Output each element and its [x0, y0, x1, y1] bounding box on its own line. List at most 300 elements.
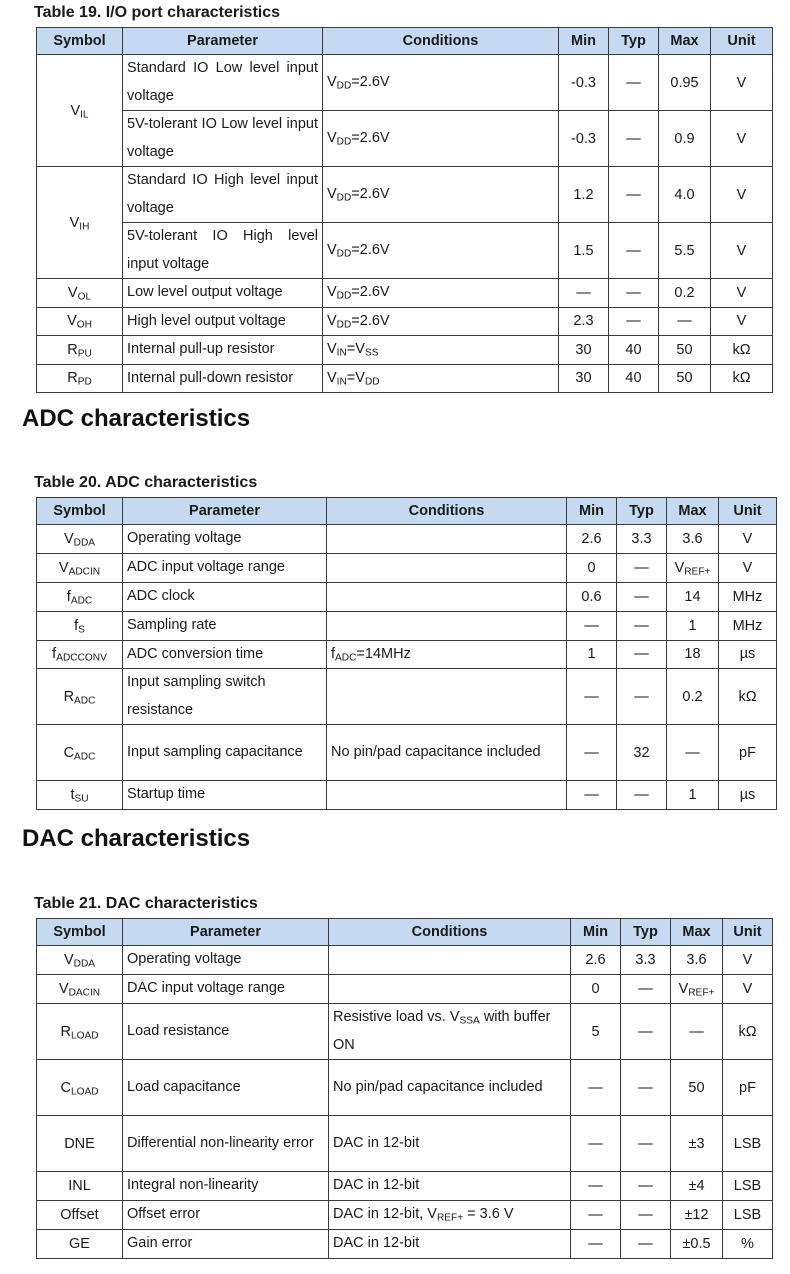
- table-20-caption: Table 20. ADC characteristics: [34, 474, 258, 491]
- max-text: 5.5: [674, 242, 695, 259]
- header-max: Max: [671, 919, 723, 946]
- table-row: [37, 1004, 773, 1060]
- conditions-text: V: [327, 129, 337, 146]
- adc-section-heading: ADC characteristics: [22, 405, 251, 432]
- max-text: 18: [684, 646, 701, 663]
- conditions-cell: [323, 336, 559, 365]
- typ-cell: —: [609, 279, 659, 308]
- symbol-subscript: DDA: [73, 537, 96, 549]
- min-cell: 1: [567, 640, 617, 669]
- parameter-cell: Internal pull-down resistor: [123, 364, 323, 393]
- conditions-subscript: ADC: [335, 652, 357, 664]
- min-cell: —: [571, 1116, 621, 1172]
- typ-cell: 40: [609, 364, 659, 393]
- symbol-text: V: [63, 952, 74, 968]
- typ-cell: —: [609, 55, 659, 111]
- parameter-cell: Load resistance: [123, 1004, 329, 1060]
- max-text: 3.6: [682, 531, 703, 547]
- symbol-text: V: [58, 981, 69, 997]
- max-text: —: [677, 313, 692, 330]
- symbol-text: V: [67, 313, 77, 330]
- symbol-subscript: SU: [74, 793, 89, 805]
- symbol-cell: [37, 525, 123, 554]
- typ-cell: —: [621, 1116, 671, 1172]
- max-cell: [667, 554, 719, 583]
- conditions-text: V: [327, 185, 337, 202]
- table-21: [36, 918, 773, 1259]
- max-cell: [671, 1060, 723, 1116]
- symbol-cell: [37, 167, 123, 279]
- conditions-subscript: IN: [336, 376, 347, 388]
- table-19-caption: Table 19. I/O port characteristics: [34, 4, 281, 21]
- conditions-text-rest: =14MHz: [356, 645, 411, 662]
- conditions-text-rest: =2.6V: [351, 284, 390, 300]
- max-cell: [671, 1172, 723, 1201]
- symbol-cell: [37, 946, 123, 975]
- typ-cell: —: [609, 167, 659, 223]
- typ-cell: —: [617, 669, 667, 725]
- unit-cell: pF: [719, 725, 777, 781]
- symbol-cell: [37, 307, 123, 336]
- table-row: [37, 583, 777, 612]
- conditions-cell: [327, 640, 567, 669]
- min-cell: 2.6: [571, 946, 621, 975]
- max-text: 14: [684, 588, 701, 605]
- unit-cell: kΩ: [723, 1004, 773, 1060]
- table-row: [37, 1060, 773, 1116]
- max-cell: [667, 669, 719, 725]
- symbol-text: DNE: [64, 1135, 95, 1152]
- conditions-subscript: REF+: [436, 1212, 464, 1224]
- parameter-cell: Offset error: [123, 1201, 329, 1230]
- symbol-text: GE: [69, 1235, 90, 1252]
- unit-cell: LSB: [723, 1201, 773, 1230]
- symbol-text: Offset: [60, 1206, 99, 1223]
- symbol-subscript: ADC: [74, 695, 96, 707]
- symbol-text: R: [63, 688, 75, 705]
- conditions-text: Resistive load vs. V: [333, 1009, 460, 1025]
- table-row: [37, 640, 777, 669]
- unit-cell: pF: [723, 1060, 773, 1116]
- typ-cell: —: [609, 307, 659, 336]
- table-row: [37, 781, 777, 810]
- max-text: 3.6: [686, 952, 707, 968]
- conditions-cell: [327, 781, 567, 810]
- parameter-cell: ADC conversion time: [123, 640, 327, 669]
- table-row: [37, 611, 777, 640]
- symbol-text: V: [69, 214, 80, 231]
- table-row: [37, 1201, 773, 1230]
- table-21-caption: Table 21. DAC characteristics: [34, 895, 258, 912]
- conditions-cell: [323, 55, 559, 111]
- min-cell: —: [571, 1201, 621, 1230]
- conditions-text-rest: =V: [346, 341, 365, 357]
- parameter-cell: Gain error: [123, 1229, 329, 1258]
- header-unit: Unit: [719, 498, 777, 525]
- conditions-text: V: [327, 369, 337, 386]
- symbol-subscript: LOAD: [70, 1030, 99, 1042]
- typ-cell: —: [617, 640, 667, 669]
- max-text: 0.95: [670, 74, 699, 91]
- header-min: Min: [567, 498, 617, 525]
- conditions-subscript: DD: [336, 319, 352, 331]
- header-max: Max: [667, 498, 719, 525]
- conditions-subscript: DD: [336, 192, 352, 204]
- max-cell: [671, 1229, 723, 1258]
- symbol-subscript: OH: [76, 319, 92, 331]
- typ-cell: 40: [609, 336, 659, 365]
- min-cell: 1.2: [559, 167, 609, 223]
- symbol-subscript: OL: [77, 291, 92, 303]
- table-row: [37, 975, 773, 1004]
- table-row: [37, 525, 777, 554]
- conditions-text: V: [327, 241, 337, 258]
- max-cell: [667, 583, 719, 612]
- parameter-cell: Standard IO High level input voltage: [123, 167, 323, 223]
- symbol-text: V: [58, 560, 69, 576]
- symbol-subscript: LOAD: [70, 1086, 99, 1098]
- max-text: —: [685, 744, 700, 761]
- min-cell: 0: [567, 554, 617, 583]
- typ-cell: —: [621, 975, 671, 1004]
- min-cell: 2.3: [559, 307, 609, 336]
- symbol-subscript: DDA: [73, 958, 96, 970]
- max-subscript: REF+: [688, 987, 715, 999]
- symbol-cell: [37, 55, 123, 167]
- conditions-text: No pin/pad capacitance included: [331, 743, 541, 760]
- conditions-text-rest: =2.6V: [351, 129, 390, 146]
- header-typ: Typ: [617, 498, 667, 525]
- min-cell: 30: [559, 336, 609, 365]
- conditions-text: No pin/pad capacitance included: [333, 1078, 543, 1095]
- typ-cell: —: [621, 1201, 671, 1230]
- unit-cell: V: [711, 167, 773, 223]
- min-cell: —: [571, 1060, 621, 1116]
- symbol-text: INL: [68, 1178, 91, 1194]
- unit-cell: V: [719, 554, 777, 583]
- symbol-text: f: [66, 588, 71, 605]
- typ-cell: —: [621, 1172, 671, 1201]
- symbol-text: f: [74, 617, 79, 634]
- max-cell: [659, 336, 711, 365]
- table-row: [37, 55, 773, 111]
- table-row: [37, 669, 777, 725]
- header-min: Min: [571, 919, 621, 946]
- parameter-cell: Integral non-linearity: [123, 1172, 329, 1201]
- max-cell: [659, 55, 711, 111]
- typ-cell: —: [609, 223, 659, 279]
- conditions-subscript: DD: [336, 248, 352, 260]
- unit-cell: V: [723, 975, 773, 1004]
- min-cell: —: [559, 279, 609, 308]
- conditions-cell: [329, 1116, 571, 1172]
- typ-cell: —: [617, 611, 667, 640]
- max-subscript: REF+: [684, 566, 711, 578]
- max-cell: [667, 611, 719, 640]
- parameter-cell: High level output voltage: [123, 307, 323, 336]
- symbol-cell: [37, 1116, 123, 1172]
- conditions-cell: [323, 307, 559, 336]
- max-text: 0.9: [674, 130, 695, 147]
- header-unit: Unit: [723, 919, 773, 946]
- symbol-text: C: [63, 744, 75, 761]
- typ-cell: —: [621, 1229, 671, 1258]
- table-row: [37, 167, 773, 223]
- typ-cell: —: [621, 1004, 671, 1060]
- max-cell: [671, 975, 723, 1004]
- symbol-cell: [37, 669, 123, 725]
- min-cell: —: [571, 1172, 621, 1201]
- symbol-text: V: [63, 531, 74, 547]
- symbol-text: C: [60, 1079, 71, 1096]
- max-text: —: [689, 1023, 704, 1040]
- conditions-text-rest: =2.6V: [351, 73, 390, 90]
- table-row: [37, 1172, 773, 1201]
- typ-cell: 3.3: [617, 525, 667, 554]
- unit-cell: kΩ: [711, 336, 773, 365]
- max-text: 50: [676, 341, 693, 358]
- min-cell: 2.6: [567, 525, 617, 554]
- conditions-cell: [327, 725, 567, 781]
- parameter-cell: Input sampling switch resistance: [123, 669, 327, 725]
- conditions-cell: [323, 111, 559, 167]
- unit-cell: %: [723, 1229, 773, 1258]
- min-cell: —: [567, 611, 617, 640]
- min-cell: 0: [571, 975, 621, 1004]
- conditions-text: DAC in 12-bit, V: [333, 1206, 437, 1222]
- parameter-cell: Operating voltage: [123, 525, 327, 554]
- conditions-subscript: IN: [336, 347, 347, 359]
- conditions-cell: [323, 279, 559, 308]
- unit-cell: LSB: [723, 1116, 773, 1172]
- unit-cell: V: [719, 525, 777, 554]
- conditions-cell: [329, 946, 571, 975]
- symbol-cell: [37, 583, 123, 612]
- symbol-cell: [37, 336, 123, 365]
- max-text: ±3: [688, 1135, 705, 1152]
- dac-section-heading: DAC characteristics: [22, 825, 251, 852]
- parameter-cell: DAC input voltage range: [123, 975, 329, 1004]
- header-typ: Typ: [621, 919, 671, 946]
- typ-cell: —: [621, 1060, 671, 1116]
- symbol-cell: [37, 1004, 123, 1060]
- symbol-cell: [37, 279, 123, 308]
- max-text: ±0.5: [682, 1235, 711, 1252]
- table-row: [37, 1229, 773, 1258]
- conditions-text: DAC in 12-bit: [333, 1234, 420, 1251]
- parameter-cell: ADC input voltage range: [123, 554, 327, 583]
- header-symbol: Symbol: [37, 28, 123, 55]
- conditions-text-rest: =2.6V: [351, 241, 390, 258]
- header-typ: Typ: [609, 28, 659, 55]
- symbol-subscript: PD: [77, 376, 92, 388]
- symbol-text: t: [70, 787, 75, 803]
- symbol-subscript: DACIN: [68, 987, 101, 999]
- unit-cell: V: [711, 307, 773, 336]
- symbol-cell: [37, 611, 123, 640]
- symbol-subscript: ADC: [74, 751, 96, 763]
- parameter-cell: Load capacitance: [123, 1060, 329, 1116]
- conditions-subscript-2: DD: [364, 376, 380, 388]
- conditions-subscript-2: SS: [364, 347, 379, 359]
- max-cell: [659, 279, 711, 308]
- table-row: [37, 725, 777, 781]
- max-cell: [667, 525, 719, 554]
- header-parameter: Parameter: [123, 28, 323, 55]
- min-cell: —: [571, 1229, 621, 1258]
- symbol-text: R: [67, 370, 78, 387]
- unit-cell: V: [711, 55, 773, 111]
- conditions-cell: [329, 1201, 571, 1230]
- parameter-cell: ADC clock: [123, 583, 327, 612]
- conditions-cell: [327, 669, 567, 725]
- max-text: 0.2: [674, 284, 695, 301]
- unit-cell: V: [711, 111, 773, 167]
- conditions-cell: [323, 223, 559, 279]
- unit-cell: kΩ: [719, 669, 777, 725]
- symbol-cell: [37, 364, 123, 393]
- min-cell: —: [567, 781, 617, 810]
- min-cell: -0.3: [559, 55, 609, 111]
- unit-cell: kΩ: [711, 364, 773, 393]
- header-min: Min: [559, 28, 609, 55]
- conditions-text: V: [327, 312, 337, 329]
- min-cell: 1.5: [559, 223, 609, 279]
- parameter-cell: Sampling rate: [123, 611, 327, 640]
- table-row: [37, 946, 773, 975]
- symbol-cell: [37, 1201, 123, 1230]
- header-conditions: Conditions: [329, 919, 571, 946]
- max-text: 1: [688, 617, 697, 634]
- conditions-cell: [329, 1172, 571, 1201]
- unit-cell: V: [723, 946, 773, 975]
- header-max: Max: [659, 28, 711, 55]
- typ-cell: 3.3: [621, 946, 671, 975]
- table-row: [37, 223, 773, 279]
- symbol-cell: [37, 975, 123, 1004]
- conditions-cell: [327, 583, 567, 612]
- min-cell: —: [567, 725, 617, 781]
- symbol-subscript: ADCCONV: [56, 652, 107, 664]
- header-unit: Unit: [711, 28, 773, 55]
- unit-cell: µs: [719, 640, 777, 669]
- min-cell: 0.6: [567, 583, 617, 612]
- parameter-cell: Low level output voltage: [123, 279, 323, 308]
- table-20: [36, 497, 777, 810]
- conditions-text: DAC in 12-bit: [333, 1134, 420, 1151]
- symbol-text: V: [67, 284, 78, 301]
- conditions-text: V: [327, 341, 337, 357]
- unit-cell: MHz: [719, 583, 777, 612]
- parameter-cell: Operating voltage: [123, 946, 329, 975]
- symbol-cell: [37, 725, 123, 781]
- conditions-subscript: SSA: [459, 1015, 480, 1027]
- unit-cell: V: [711, 279, 773, 308]
- symbol-subscript: ADC: [70, 595, 93, 607]
- max-cell: [667, 781, 719, 810]
- unit-cell: µs: [719, 781, 777, 810]
- conditions-cell: [329, 1229, 571, 1258]
- table-row: [37, 1116, 773, 1172]
- max-text: 50: [676, 370, 693, 387]
- conditions-text-rest: with buffer ON: [333, 1009, 551, 1053]
- symbol-cell: [37, 781, 123, 810]
- max-cell: [659, 111, 711, 167]
- symbol-cell: [37, 1172, 123, 1201]
- conditions-cell: [329, 1004, 571, 1060]
- parameter-cell: Startup time: [123, 781, 327, 810]
- typ-cell: —: [617, 781, 667, 810]
- max-cell: [671, 1116, 723, 1172]
- min-cell: —: [567, 669, 617, 725]
- symbol-cell: [37, 640, 123, 669]
- table-row: [37, 554, 777, 583]
- conditions-text: V: [327, 284, 337, 300]
- header-conditions: Conditions: [327, 498, 567, 525]
- min-cell: 5: [571, 1004, 621, 1060]
- max-cell: [667, 640, 719, 669]
- table-row: [37, 307, 773, 336]
- table-row: [37, 336, 773, 365]
- typ-cell: —: [609, 111, 659, 167]
- header-parameter: Parameter: [123, 919, 329, 946]
- conditions-cell: [323, 167, 559, 223]
- header-symbol: Symbol: [37, 498, 123, 525]
- symbol-subscript: IH: [79, 221, 90, 233]
- conditions-cell: [327, 525, 567, 554]
- conditions-text: V: [327, 73, 337, 90]
- table-header-row: [37, 919, 773, 946]
- symbol-subscript: ADCIN: [68, 566, 101, 578]
- conditions-subscript: DD: [336, 290, 352, 302]
- symbol-text: R: [60, 1023, 71, 1040]
- max-text: V: [674, 560, 685, 576]
- table-row: [37, 111, 773, 167]
- conditions-cell: [327, 554, 567, 583]
- typ-cell: —: [617, 554, 667, 583]
- conditions-text-rest: =2.6V: [351, 312, 390, 329]
- symbol-text: R: [67, 341, 78, 358]
- conditions-text-rest: = 3.6 V: [463, 1206, 514, 1222]
- conditions-subscript: DD: [336, 80, 352, 92]
- max-cell: [659, 167, 711, 223]
- conditions-cell: [327, 611, 567, 640]
- min-cell: -0.3: [559, 111, 609, 167]
- unit-cell: LSB: [723, 1172, 773, 1201]
- max-cell: [667, 725, 719, 781]
- symbol-subscript: PU: [77, 348, 92, 360]
- max-cell: [659, 307, 711, 336]
- table-row: [37, 279, 773, 308]
- conditions-cell: [329, 1060, 571, 1116]
- symbol-cell: [37, 1060, 123, 1116]
- max-text: 1: [688, 787, 697, 803]
- conditions-cell: [323, 364, 559, 393]
- parameter-cell: 5V-tolerant IO Low level input voltage: [123, 111, 323, 167]
- symbol-text: f: [52, 646, 57, 663]
- header-parameter: Parameter: [123, 498, 327, 525]
- conditions-text-rest: =V: [346, 369, 365, 386]
- table-header-row: [37, 28, 773, 55]
- max-text: ±4: [688, 1178, 705, 1194]
- max-text: 50: [688, 1079, 705, 1096]
- typ-cell: —: [617, 583, 667, 612]
- symbol-subscript: IL: [80, 109, 89, 121]
- symbol-cell: [37, 554, 123, 583]
- parameter-cell: 5V-tolerant IO High level input voltage: [123, 223, 323, 279]
- typ-cell: 32: [617, 725, 667, 781]
- conditions-text: DAC in 12-bit: [333, 1177, 420, 1194]
